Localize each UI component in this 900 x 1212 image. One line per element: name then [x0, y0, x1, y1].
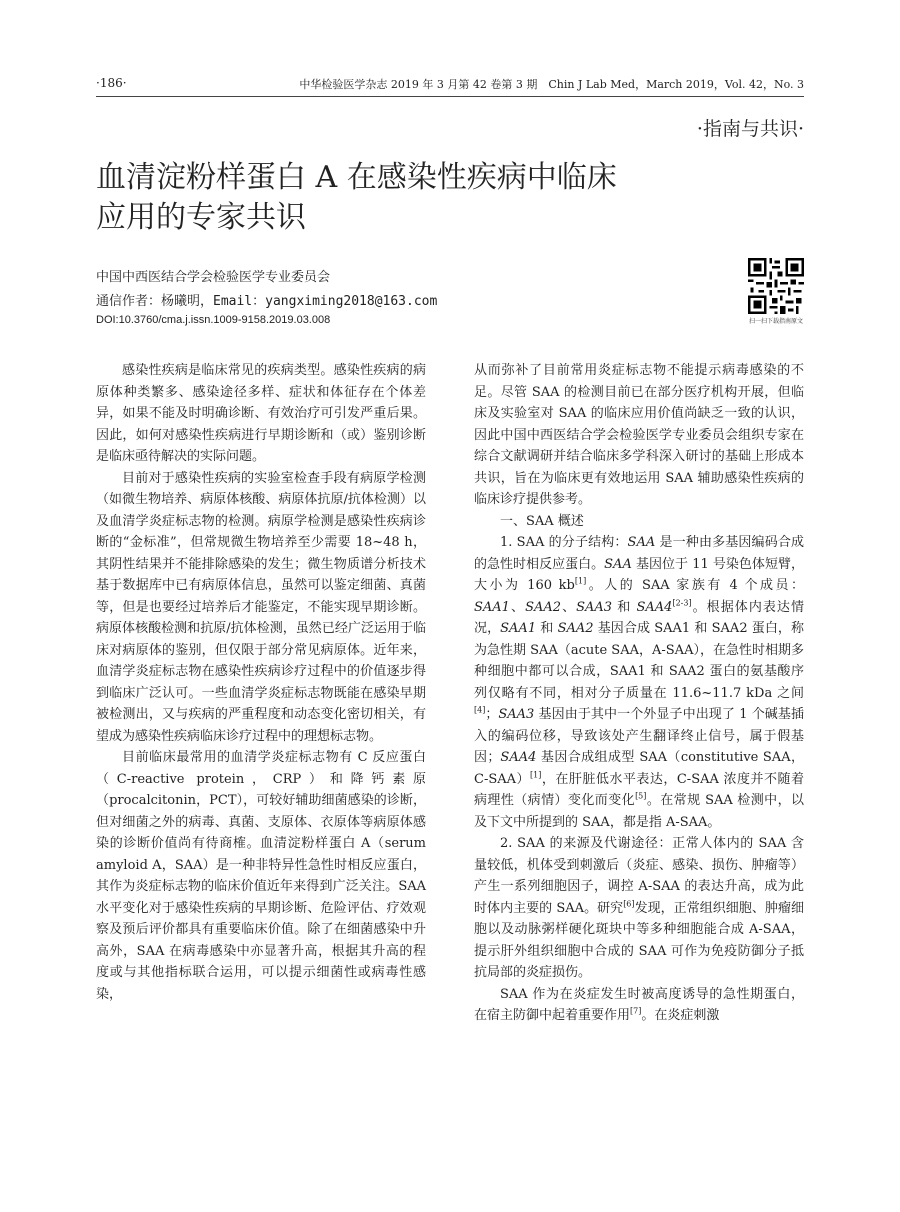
corresponding-author: 通信作者：杨曦明，Email：yangximing2018@163.com — [96, 294, 438, 309]
title-line-2: 应用的专家共识 — [96, 200, 306, 235]
citation[interactable]: [7] — [630, 1006, 642, 1016]
paragraph: 从而弥补了目前常用炎症标志物不能提示病毒感染的不足。尽管 SAA 的检测目前已在部分医疗机构开展，但临床及实验室对 SAA 的临床应用价值尚缺乏一致的认识，因此中国中西医结合学会检验医学专业委员会组织专家在综合文献调研并结合临床多学科深入研讨的基础上形成本共识，旨在为临床更有效地运用 SAA 辅助感染性疾病的临床诊疗提供参考。 — [474, 363, 804, 507]
right-column — [474, 360, 804, 1027]
qr-caption: 扫一扫下载指南原文 — [748, 318, 803, 325]
citation[interactable]: [4] — [474, 705, 486, 715]
paragraph: 目前对于感染性疾病的实验室检查手段有病原学检测（如微生物培养、病原体核酸、病原体抗原/抗体检测）以及血清学炎症标志物的检测。病原学检测是感染性疾病诊断的“金标准”，但常规微生物培养至少需要 18~48 h，其阴性结果并不能排除感染的发生；微生物质谱分析技术基于数据库中已有病原体信息，虽然可以鉴定细菌、真菌等，但是也要经过培养后才能鉴定，不能实现早期诊断。病原体核酸检测和抗原/抗体检测，虽然已经广泛运用于临床对病原体的鉴别，但仅限于部分常见病原体。近年来，血清学炎症标志物在感染性疾病诊疗过程中的价值逐步得到临床广泛认可。一些血清学炎症标志物既能在感染早期被检测出，又与疾病的严重程度和动态变化密切相关，有望成为感染性疾病临床诊疗过程中的理想标志物。 — [96, 470, 426, 744]
title-line-1: 血清淀粉样蛋白 A 在感染性疾病中临床 — [96, 160, 617, 195]
paragraph: 1. SAA 的分子结构：SAA 是一种由多基因编码合成的急性时相反应蛋白。SAA 基因位于 11 号染色体短臂，大小为 160 kb[1]。人的 SAA 家族有 4 个成员：SAA1、SAA2、SAA3 和 SAA4[2-3]。根据体内表达情况，SAA1 和 SAA2 基因合成 SAA1 和 SAA2 蛋白，称为急性期 SAA（acute SAA，A-SAA），在急性时相期多种细胞中都可以合成，SAA1 和 SAA2 蛋白的氨基酸序列仅略有不同，相对分子质量在 11.6~11.7 kDa 之间[4]；SAA3 基因由于其中一个外显子中出现了 1 个碱基插入的编码位移，导致该处产生翻译终止信号，属于假基因；SAA4 基因合成组成型 SAA（constitutive SAA，C-SAA）[1]，在肝脏低水平表达，C-SAA 浓度并不随着病理性（病情）变化而变化[5]。在常规 SAA 检测中，以及下文中所提到的 SAA，都是指 A-SAA。 — [474, 535, 805, 830]
article-title — [96, 158, 636, 238]
paragraph: 目前临床最常用的血清学炎症标志物有 C 反应蛋白（C-reactive protein，CRP）和降钙素原（procalcitonin，PCT），可较好辅助细菌感染的诊断，但对细菌之外的病毒、真菌、支原体、衣原体等病原体感染的诊断价值尚有待商榷。血清淀粉样蛋白 A（serum amyloid A，SAA）是一种非特异性急性时相反应蛋白，其作为炎症标志物的临床价值近年来得到广泛关注。SAA 水平变化对于感染性疾病的早期诊断、危险评估、疗效观察及预后评价都具有重要临床价值。除了在细菌感染中升高外，SAA 在病毒感染中亦显著升高，根据其升高的程度或与其他指标联合运用，可以提示细菌性或病毒性感染， — [96, 750, 426, 1002]
citation[interactable]: [6] — [623, 899, 635, 909]
citation[interactable]: [2-3] — [672, 598, 692, 608]
author-organization: 中国中西医结合学会检验医学专业委员会 — [96, 270, 331, 285]
citation[interactable]: [1] — [574, 576, 587, 586]
section-tag: ·指南与共识· — [696, 118, 804, 140]
paragraph: SAA 作为在炎症发生时被高度诱导的急性期蛋白，在宿主防御中起着重要作用[7]。在炎症刺激 — [474, 986, 804, 1023]
doi-link[interactable]: DOI:10.3760/cma.j.issn.1009-9158.2019.03.008 — [96, 314, 331, 326]
header-rule — [96, 96, 804, 97]
citation[interactable]: [5] — [635, 791, 647, 801]
left-column — [96, 360, 426, 1005]
qr-code-icon[interactable] — [748, 258, 804, 314]
paragraph: 感染性疾病是临床常见的疾病类型。感染性疾病的病原体种类繁多、感染途径多样、症状和体征存在个体差异，如果不能及时明确诊断、有效治疗可引发严重后果。因此，如何对感染性疾病进行早期诊断和（或）鉴别诊断是临床亟待解决的实际问题。 — [96, 363, 426, 464]
citation[interactable]: [1] — [530, 770, 542, 780]
journal-running-header: 中华检验医学杂志 2019 年 3 月第 42 卷第 3 期 Chin J Lab Med，March 2019，Vol. 42，No. 3 — [299, 78, 804, 91]
paragraph: 2. SAA 的来源及代谢途径：正常人体内的 SAA 含量较低，机体受到刺激后（炎症、感染、损伤、肿瘤等）产生一系列细胞因子，调控 A-SAA 的表达升高，成为此时体内主要的 SAA。研究[6]发现，正常组织细胞、肿瘤细胞以及动脉粥样硬化斑块中等多种细胞能合成 A-SAA，提示肝外组织细胞中合成的 SAA 可作为免疫防御分子抵抗局部的炎症损伤。 — [474, 836, 804, 980]
section-heading: 一、SAA 概述 — [500, 513, 584, 529]
page-number: ·186· — [96, 76, 127, 90]
